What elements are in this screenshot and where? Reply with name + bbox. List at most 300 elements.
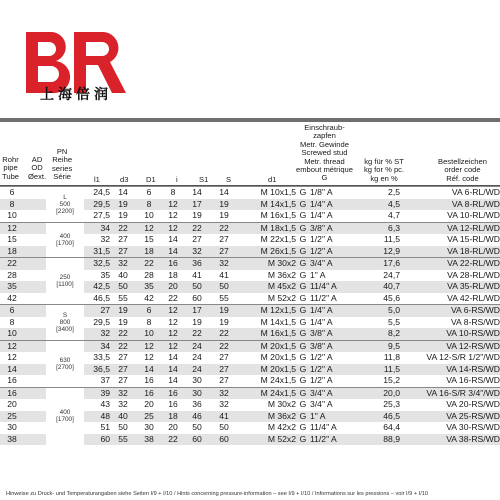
- cell-code: VA 42-RL/WD: [447, 292, 500, 303]
- header-ad: AD OD Øext.: [28, 155, 47, 181]
- cell-d1: M 36x2: [267, 269, 296, 280]
- cell-tube: 12: [0, 222, 24, 234]
- cell-tube: 28: [7, 269, 17, 280]
- cell-kg: 8,2: [354, 328, 400, 340]
- cell-d3: 40: [118, 269, 128, 280]
- fittings-table: [0, 186, 500, 445]
- cell-thread: 11/4" A: [310, 281, 354, 293]
- cell-d1: M 30x2: [238, 258, 296, 270]
- cell-thread: 3/4" A: [310, 387, 354, 399]
- cell-d3: 19: [118, 316, 128, 327]
- cell-l1: 32: [84, 328, 110, 340]
- cell-g: G: [296, 340, 310, 352]
- cell-kg: 24,7: [383, 269, 400, 280]
- cell-d1: M 30x2: [267, 399, 296, 410]
- cell-l1: 33,5: [93, 352, 110, 363]
- cell-code: VA 12-S/R 1/2"/WD: [426, 352, 500, 363]
- cell-thread: 1/2" A: [310, 352, 333, 363]
- header-d1: d1: [268, 175, 277, 184]
- cell-s1: 50: [192, 422, 202, 433]
- cell-l1: 32,5: [84, 258, 110, 270]
- cell-d3: 50: [118, 422, 128, 433]
- cell-l1: 51: [100, 422, 110, 433]
- cell-d3: 27: [118, 375, 128, 386]
- cell-tube: 16: [7, 375, 17, 386]
- cell-code: VA 25-RS/WD: [400, 411, 500, 423]
- cell-g: G: [296, 328, 310, 340]
- cell-kg: 46,5: [354, 411, 400, 423]
- table-row: [0, 222, 500, 234]
- cell-od: [24, 258, 46, 270]
- cell-d1: 28: [144, 269, 154, 280]
- cell-d1: M 20x1,5: [238, 364, 296, 376]
- cell-d3: 32: [118, 399, 128, 410]
- cell-d3: 55: [118, 292, 128, 303]
- cell-i: 12: [168, 316, 178, 327]
- cell-od: [24, 328, 46, 340]
- cell-code: VA 18-RL/WD: [400, 246, 500, 258]
- pn-series-cell: 400 [1700]: [46, 222, 84, 258]
- cell-kg: 4,7: [388, 210, 400, 221]
- cell-s1: 36: [192, 399, 202, 410]
- cell-d3: 50: [110, 281, 136, 293]
- cell-kg: 11,5: [383, 234, 400, 245]
- cell-tube: 22: [0, 258, 24, 270]
- cell-code: VA 6-RS/WD: [400, 305, 500, 317]
- cell-i: 20: [168, 422, 178, 433]
- cell-thread: 1/4" A: [310, 305, 354, 317]
- cell-kg: 5,5: [388, 316, 400, 327]
- cell-kg: 20,0: [354, 387, 400, 399]
- cell-s: 19: [210, 199, 238, 211]
- cell-l1: 24,5: [84, 187, 110, 199]
- cell-g: G: [299, 375, 307, 386]
- cell-d3: 22: [110, 328, 136, 340]
- cell-od: [24, 434, 46, 446]
- cell-s: 41: [210, 411, 238, 423]
- cell-s1: 22: [184, 328, 210, 340]
- cell-kg: 11,8: [383, 352, 400, 363]
- header-S: S: [226, 175, 232, 184]
- cell-thread: 3/4" A: [310, 399, 333, 410]
- cell-s: 22: [210, 328, 238, 340]
- cell-g: G: [299, 422, 307, 433]
- cell-l1: 34: [84, 340, 110, 352]
- cell-d1: 30: [144, 422, 154, 433]
- cell-d3: 40: [110, 411, 136, 423]
- cell-s: 32: [219, 399, 229, 410]
- cell-kg: 12,9: [354, 246, 400, 258]
- cell-od: [24, 340, 46, 352]
- cell-od: [24, 411, 46, 423]
- cell-g: G: [296, 387, 310, 399]
- cell-i: 14: [168, 375, 178, 386]
- cell-thread: 3/4" A: [310, 258, 354, 270]
- cell-d3: 22: [110, 222, 136, 234]
- cell-g: G: [296, 246, 310, 258]
- cell-tube: 12: [7, 352, 17, 363]
- header-d3: d3: [120, 175, 129, 184]
- cell-d1: M 26x1,5: [238, 246, 296, 258]
- cell-s: 22: [210, 340, 238, 352]
- cell-tube: 42: [7, 292, 17, 303]
- cell-s: 27: [219, 352, 229, 363]
- cell-s1: 30: [184, 387, 210, 399]
- table-row: [0, 305, 500, 317]
- cell-i: 16: [162, 258, 184, 270]
- cell-s1: 17: [184, 305, 210, 317]
- cell-d1: M 16x1,5: [238, 328, 296, 340]
- cell-kg: 25,3: [383, 399, 400, 410]
- cell-od: [24, 317, 46, 329]
- header-pn: PN Reihe series Série: [52, 147, 73, 182]
- cell-l1: 27,5: [93, 210, 110, 221]
- cell-s1: 19: [192, 210, 202, 221]
- cell-i: 12: [162, 199, 184, 211]
- cell-s1: 30: [192, 375, 202, 386]
- cell-s: 19: [219, 210, 229, 221]
- cell-tube: 15: [7, 234, 17, 245]
- cell-d1: 8: [146, 316, 152, 327]
- cell-thread: 11/4" A: [310, 422, 337, 433]
- cell-i: 16: [162, 387, 184, 399]
- cell-od: [24, 210, 46, 222]
- cell-tube: 10: [0, 328, 24, 340]
- cell-s1: 60: [184, 434, 210, 446]
- cell-kg: 15,2: [383, 375, 400, 386]
- cell-s1: 41: [192, 269, 202, 280]
- cell-od: [24, 270, 46, 282]
- cell-l1: 27: [84, 305, 110, 317]
- cell-s: 27: [219, 375, 229, 386]
- cell-code: VA 22-RL/WD: [400, 258, 500, 270]
- cell-i: 22: [162, 434, 184, 446]
- cell-i: 12: [162, 305, 184, 317]
- cell-thread: 1/4" A: [310, 199, 354, 211]
- header-rule: [0, 118, 500, 122]
- cell-s1: 36: [184, 258, 210, 270]
- cell-code: VA 30-RS/WD: [446, 422, 500, 433]
- cell-thread: 1/4" A: [310, 316, 333, 327]
- cell-s: 27: [210, 364, 238, 376]
- cell-d1: 15: [144, 234, 154, 245]
- cell-l1: 46,5: [93, 292, 110, 303]
- pn-series-cell: 630 [2700]: [46, 340, 84, 387]
- cell-thread: 1/8" A: [310, 187, 354, 199]
- cell-s: 50: [219, 422, 229, 433]
- table-row: [0, 340, 500, 352]
- cell-s: 22: [210, 222, 238, 234]
- cell-g: G: [296, 411, 310, 423]
- cell-kg: 9,5: [354, 340, 400, 352]
- cell-tube: 35: [0, 281, 24, 293]
- cell-thread: 1" A: [310, 411, 354, 423]
- cell-kg: 64,4: [383, 422, 400, 433]
- cell-d1: 18: [136, 246, 162, 258]
- header-i: i: [176, 175, 178, 184]
- cell-od: [24, 187, 46, 199]
- cell-d1: M 16x1,5: [260, 210, 296, 221]
- cell-code: VA 12-RS/WD: [400, 340, 500, 352]
- cell-s1: 60: [192, 292, 202, 303]
- cell-d1: 14: [136, 364, 162, 376]
- cell-l1: 29,5: [84, 199, 110, 211]
- cell-d1: M 22x1,5: [260, 234, 296, 245]
- cell-d1: M 52x2: [267, 292, 296, 303]
- cell-d1: 10: [144, 210, 154, 221]
- pn-series-cell: 400 [1700]: [46, 387, 84, 445]
- cell-g: G: [299, 269, 307, 280]
- cell-od: [24, 246, 46, 258]
- cell-thread: 11/2" A: [310, 292, 337, 303]
- cell-d3: 19: [110, 199, 136, 211]
- cell-s: 55: [219, 292, 229, 303]
- cell-d3: 55: [110, 434, 136, 446]
- cell-code: VA 14-RS/WD: [400, 364, 500, 376]
- cell-i: 8: [162, 187, 184, 199]
- cell-g: G: [296, 199, 310, 211]
- cell-tube: 12: [0, 340, 24, 352]
- cell-d1: M 20x1,5: [238, 340, 296, 352]
- cell-g: G: [296, 187, 310, 199]
- cell-tube: 8: [0, 199, 24, 211]
- cell-d1: 16: [144, 375, 154, 386]
- cell-i: 12: [162, 328, 184, 340]
- header-kg: kg für % ST kg for % pc. kg en %: [364, 157, 405, 183]
- cell-d1: M 24x1,5: [260, 375, 296, 386]
- cell-kg: 11,5: [354, 364, 400, 376]
- pn-series-cell: S 800 [3400]: [46, 305, 84, 341]
- cell-code: VA 10-RS/WD: [400, 328, 500, 340]
- cell-d3: 19: [118, 210, 128, 221]
- cell-l1: 31,5: [84, 246, 110, 258]
- cell-i: 12: [162, 340, 184, 352]
- cell-tube: 6: [0, 305, 24, 317]
- cell-tube: 6: [0, 187, 24, 199]
- header-D1: D1: [146, 175, 156, 184]
- cell-thread: 1/4" A: [310, 210, 333, 221]
- cell-s: 41: [219, 269, 229, 280]
- cell-i: 14: [162, 246, 184, 258]
- cell-d1: M 45x2: [238, 281, 296, 293]
- cell-d1: 38: [136, 434, 162, 446]
- cell-l1: 42,5: [84, 281, 110, 293]
- header-rohr: Rohr pipe Tube: [2, 155, 20, 181]
- cell-od: [24, 234, 46, 246]
- cell-d1: 10: [136, 328, 162, 340]
- cell-d3: 14: [110, 187, 136, 199]
- cell-g: G: [296, 222, 310, 234]
- cell-i: 20: [162, 281, 184, 293]
- cell-s: 19: [210, 305, 238, 317]
- header-S1: S1: [199, 175, 209, 184]
- cell-d1: 22: [136, 258, 162, 270]
- cell-tube: 25: [0, 411, 24, 423]
- cell-tube: 16: [0, 387, 24, 399]
- cell-thread: 3/8" A: [310, 328, 354, 340]
- header-bestell: Bestellzeichen order code Réf. code: [438, 157, 487, 183]
- cell-d3: 27: [110, 364, 136, 376]
- cell-d1: M 14x1,5: [238, 199, 296, 211]
- cell-l1: 48: [84, 411, 110, 423]
- cell-od: [24, 399, 46, 411]
- cell-s1: 46: [184, 411, 210, 423]
- footer-note: Hinweise zu Druck- und Temperaturangaben siehe Seiten I/9 + I/10 / Hints concerning pressure-information – see I/9 + I/10 / Informations sur les pressions – voir I/9 + I/10: [6, 491, 428, 497]
- cell-thread: 1/2" A: [310, 246, 354, 258]
- cell-s1: 24: [192, 352, 202, 363]
- cell-g: G: [299, 292, 307, 303]
- cell-d1: 20: [144, 399, 154, 410]
- cell-s1: 24: [184, 340, 210, 352]
- cell-kg: 4,5: [354, 199, 400, 211]
- cell-g: G: [299, 316, 307, 327]
- cell-code: VA 20-RS/WD: [446, 399, 500, 410]
- cell-l1: 60: [84, 434, 110, 446]
- cell-i: 14: [162, 364, 184, 376]
- cell-code: VA 8-RS/WD: [450, 316, 500, 327]
- cell-code: VA 10-RL/WD: [447, 210, 500, 221]
- cell-g: G: [299, 234, 307, 245]
- cell-kg: 88,9: [354, 434, 400, 446]
- cell-tube: 10: [7, 210, 17, 221]
- cell-d1: M 24x1,5: [238, 387, 296, 399]
- cell-s: 32: [210, 258, 238, 270]
- cell-kg: 40,7: [354, 281, 400, 293]
- cell-l1: 34: [84, 222, 110, 234]
- cell-tube: 30: [7, 422, 17, 433]
- cell-s1: 27: [192, 234, 202, 245]
- cell-d1: 6: [136, 305, 162, 317]
- cell-s: 27: [210, 246, 238, 258]
- cell-i: 22: [168, 292, 178, 303]
- cell-d3: 22: [110, 340, 136, 352]
- cell-thread: 1/2" A: [310, 364, 354, 376]
- cell-l1: 43: [100, 399, 110, 410]
- cell-i: 18: [168, 269, 178, 280]
- cell-s: 60: [210, 434, 238, 446]
- cell-g: G: [299, 352, 307, 363]
- cell-g: G: [296, 364, 310, 376]
- company-name: 上海倍润: [40, 87, 112, 103]
- table-row: [0, 258, 500, 270]
- cell-l1: 37: [100, 375, 110, 386]
- cell-tube: 8: [9, 316, 15, 327]
- cell-od: [24, 375, 46, 387]
- cell-code: VA 38-RS/WD: [400, 434, 500, 446]
- cell-s: 14: [210, 187, 238, 199]
- cell-l1: 35: [100, 269, 110, 280]
- cell-od: [24, 352, 46, 364]
- cell-d1: 6: [136, 187, 162, 199]
- cell-thread: 11/2" A: [310, 434, 354, 446]
- cell-kg: 45,6: [383, 292, 400, 303]
- cell-s1: 19: [192, 316, 202, 327]
- table-row: [0, 187, 500, 199]
- cell-d1: M 52x2: [238, 434, 296, 446]
- cell-d1: M 18x1,5: [238, 222, 296, 234]
- cell-thread: 3/8" A: [310, 340, 354, 352]
- cell-s: 27: [219, 234, 229, 245]
- cell-d1: M 12x1,5: [238, 305, 296, 317]
- cell-i: 16: [168, 399, 178, 410]
- cell-l1: 32: [100, 234, 110, 245]
- cell-d1: 12: [144, 352, 154, 363]
- cell-d3: 27: [118, 352, 128, 363]
- cell-tube: 38: [0, 434, 24, 446]
- cell-d1: 35: [136, 281, 162, 293]
- cell-code: VA 12-RL/WD: [400, 222, 500, 234]
- cell-g: G: [296, 305, 310, 317]
- cell-i: 12: [162, 222, 184, 234]
- cell-d3: 27: [118, 234, 128, 245]
- cell-od: [24, 222, 46, 234]
- cell-code: VA 16-RS/WD: [446, 375, 500, 386]
- cell-d1: 8: [136, 199, 162, 211]
- cell-i: 14: [168, 234, 178, 245]
- cell-kg: 6,3: [354, 222, 400, 234]
- cell-od: [24, 199, 46, 211]
- cell-d1: 25: [136, 411, 162, 423]
- cell-od: [24, 281, 46, 293]
- cell-od: [24, 422, 46, 434]
- cell-od: [24, 387, 46, 399]
- cell-code: VA 16-S/R 3/4"/WD: [400, 387, 500, 399]
- cell-s1: 32: [184, 246, 210, 258]
- cell-s1: 50: [184, 281, 210, 293]
- cell-d1: 12: [136, 222, 162, 234]
- cell-i: 14: [168, 352, 178, 363]
- cell-od: [24, 293, 46, 305]
- cell-s: 50: [210, 281, 238, 293]
- cell-i: 18: [162, 411, 184, 423]
- pn-series-cell: 250 [1100]: [46, 258, 84, 305]
- cell-s1: 17: [184, 199, 210, 211]
- header-einschraub: Einschraub- zapfen Metr. Gewinde Screwed stud Metr. thread embout métrique G: [296, 123, 353, 183]
- table-row: [0, 387, 500, 399]
- cell-d1: 12: [136, 340, 162, 352]
- cell-thread: 1" A: [310, 269, 326, 280]
- cell-d3: 19: [110, 305, 136, 317]
- cell-code: VA 8-RL/WD: [400, 199, 500, 211]
- cell-s1: 14: [184, 187, 210, 199]
- cell-i: 12: [168, 210, 178, 221]
- cell-d1: M 10x1,5: [238, 187, 296, 199]
- cell-kg: 17,6: [354, 258, 400, 270]
- cell-kg: 2,5: [354, 187, 400, 199]
- cell-d1: 42: [144, 292, 154, 303]
- cell-g: G: [299, 210, 307, 221]
- cell-code: VA 35-RL/WD: [400, 281, 500, 293]
- cell-od: [24, 364, 46, 376]
- cell-d1: 16: [136, 387, 162, 399]
- cell-d3: 32: [110, 258, 136, 270]
- cell-s: 32: [210, 387, 238, 399]
- cell-s: 19: [219, 316, 229, 327]
- cell-g: G: [296, 281, 310, 293]
- cell-g: G: [299, 399, 307, 410]
- cell-thread: 3/8" A: [310, 222, 354, 234]
- cell-g: G: [296, 434, 310, 446]
- cell-l1: 39: [84, 387, 110, 399]
- cell-l1: 36,5: [84, 364, 110, 376]
- table-body: [0, 187, 500, 446]
- cell-thread: 1/2" A: [310, 375, 333, 386]
- cell-code: VA 6-RL/WD: [400, 187, 500, 199]
- cell-s1: 24: [184, 364, 210, 376]
- cell-l1: 29,5: [93, 316, 110, 327]
- cell-d3: 32: [110, 387, 136, 399]
- cell-code: VA 28-RL/WD: [447, 269, 500, 280]
